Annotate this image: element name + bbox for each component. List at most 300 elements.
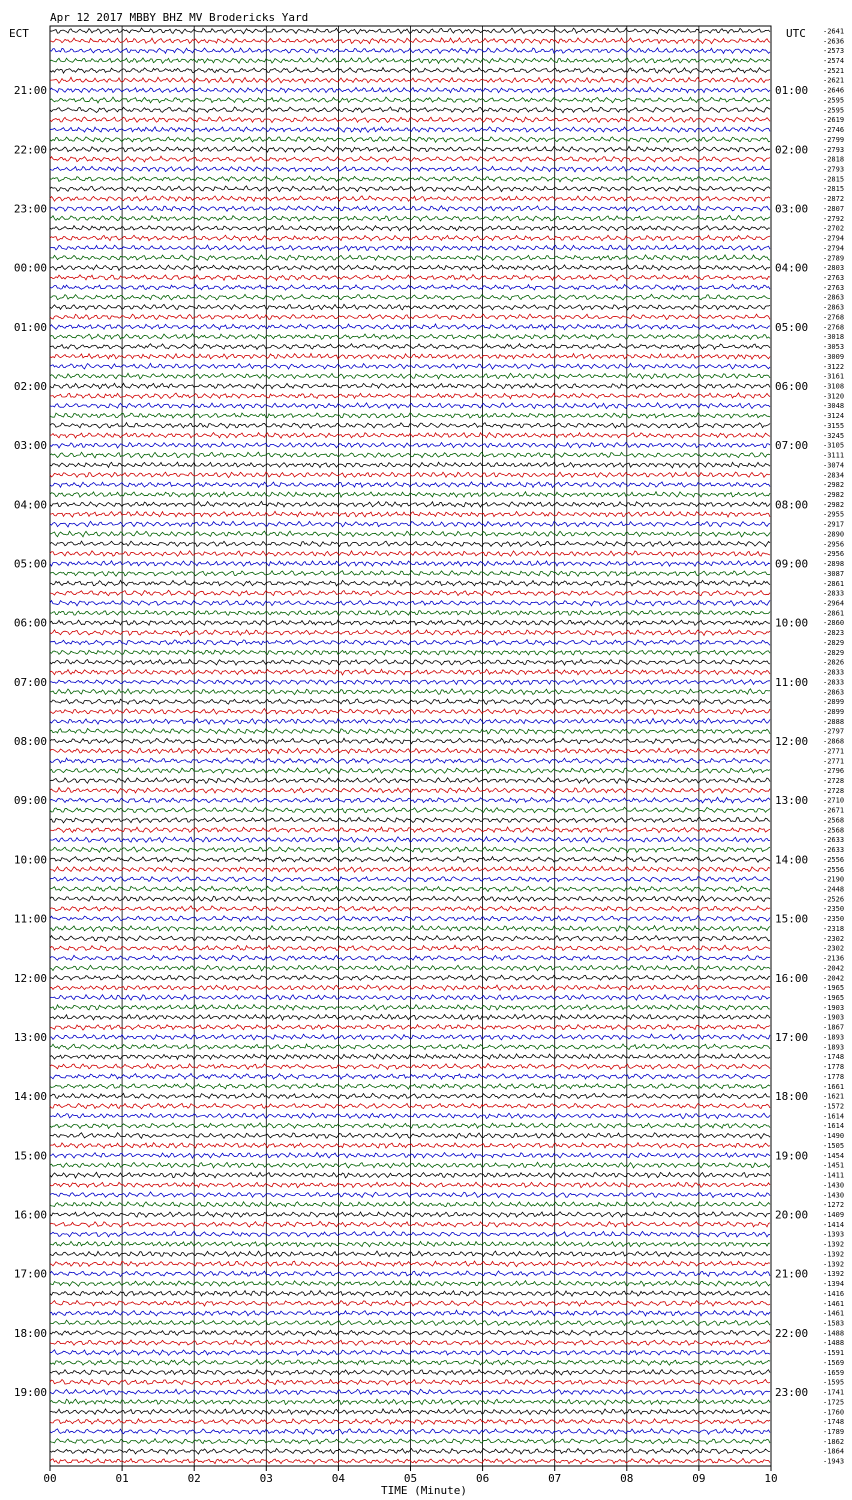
left-hour-label: 13:00 — [13, 1030, 47, 1044]
trace-line — [50, 1014, 770, 1020]
trace-line — [50, 324, 770, 330]
trace-line — [50, 265, 770, 271]
trace-offset-label: -2768 — [823, 323, 845, 332]
trace-line — [50, 748, 770, 754]
trace-line — [50, 344, 770, 350]
trace-line — [50, 1162, 770, 1168]
trace-line — [50, 482, 770, 488]
trace-offset-label: -2633 — [823, 846, 845, 855]
trace-offset-label: -1583 — [823, 1319, 845, 1328]
trace-line — [50, 304, 770, 310]
trace-line — [50, 186, 770, 192]
trace-offset-label: -2302 — [823, 934, 845, 943]
trace-line — [50, 541, 770, 546]
right-hour-label: 11:00 — [775, 675, 809, 689]
trace-offset-label: -1430 — [823, 1181, 845, 1190]
trace-line — [50, 245, 770, 251]
trace-line — [50, 1379, 770, 1385]
trace-line — [50, 1261, 770, 1267]
trace-line — [50, 472, 770, 478]
trace-line — [50, 807, 770, 813]
trace-offset-label: -1659 — [823, 1368, 845, 1377]
trace-offset-label: -1862 — [823, 1437, 845, 1446]
trace-line — [50, 906, 770, 912]
trace-offset-label: -2890 — [823, 530, 845, 539]
trace-offset-label: -2863 — [823, 293, 845, 302]
x-tick-label-01: 01 — [115, 1472, 129, 1485]
right-hour-label: 21:00 — [775, 1267, 809, 1281]
trace-offset-label: -1394 — [823, 1280, 845, 1289]
trace-offset-label: -3087 — [823, 569, 845, 578]
trace-offset-label: -2763 — [823, 274, 845, 283]
trace-offset-label: -2190 — [823, 875, 845, 884]
trace-offset-label: -1411 — [823, 1171, 845, 1180]
trace-line — [50, 1399, 770, 1405]
trace-line — [50, 650, 770, 655]
trace-line — [50, 1281, 770, 1287]
trace-line — [50, 275, 770, 281]
trace-line — [50, 1429, 770, 1435]
trace-offset-label: -1409 — [823, 1210, 845, 1219]
trace-offset-label: -2982 — [823, 490, 845, 499]
left-hour-label: 07:00 — [13, 675, 47, 689]
trace-offset-label: -3018 — [823, 333, 845, 342]
trace-offset-label: -3105 — [823, 441, 845, 450]
trace-offset-label: -2573 — [823, 47, 845, 56]
trace-offset-label: -3048 — [823, 402, 845, 411]
trace-line — [50, 926, 770, 932]
trace-line — [50, 373, 770, 379]
left-hour-label: 01:00 — [13, 320, 47, 334]
trace-offset-label: -3155 — [823, 421, 845, 430]
trace-offset-label: -1903 — [823, 1013, 845, 1022]
trace-offset-label: -2646 — [823, 86, 845, 95]
trace-offset-label: -1778 — [823, 1072, 845, 1081]
trace-offset-label: -2792 — [823, 214, 845, 223]
trace-line — [50, 1438, 770, 1444]
trace-offset-label: -2964 — [823, 599, 845, 608]
trace-offset-label: -1392 — [823, 1270, 845, 1279]
right-hour-label: 15:00 — [775, 912, 809, 926]
x-tick-label-08: 08 — [620, 1472, 634, 1485]
trace-line — [50, 1409, 770, 1415]
right-hour-label: 17:00 — [775, 1030, 809, 1044]
trace-line — [50, 58, 770, 64]
left-hour-label: 22:00 — [13, 143, 47, 157]
trace-offset-label: -1454 — [823, 1151, 845, 1160]
right-hour-label: 03:00 — [775, 202, 809, 216]
trace-line — [50, 1192, 770, 1198]
right-hour-label: 12:00 — [775, 735, 809, 749]
trace-offset-label: -1965 — [823, 984, 845, 993]
trace-line — [50, 827, 770, 833]
trace-offset-label: -2621 — [823, 76, 845, 85]
trace-line — [50, 590, 770, 596]
trace-offset-label: -2763 — [823, 283, 845, 292]
trace-offset-labels — [823, 27, 844, 1465]
left-hour-label: 10:00 — [13, 853, 47, 867]
trace-offset-label: -2829 — [823, 648, 845, 657]
right-hour-label: 02:00 — [775, 143, 809, 157]
trace-offset-label: -1741 — [823, 1388, 845, 1397]
trace-offset-label: -1591 — [823, 1349, 845, 1358]
trace-line — [50, 1340, 770, 1345]
trace-line — [50, 492, 770, 498]
trace-offset-label: -1505 — [823, 1141, 845, 1150]
trace-line — [50, 1320, 770, 1325]
right-hour-label: 04:00 — [775, 261, 809, 275]
left-hour-label: 12:00 — [13, 971, 47, 985]
trace-offset-label: -2955 — [823, 510, 845, 519]
trace-line — [50, 1133, 770, 1139]
trace-line — [50, 1419, 770, 1425]
trace-line — [50, 226, 770, 231]
trace-offset-label: -2793 — [823, 145, 845, 154]
trace-line — [50, 166, 770, 172]
trace-offset-label: -1392 — [823, 1260, 845, 1269]
trace-line — [50, 462, 770, 468]
trace-offset-label: -1414 — [823, 1220, 845, 1229]
right-hour-label: 05:00 — [775, 320, 809, 334]
trace-line — [50, 176, 770, 182]
trace-offset-label: -2982 — [823, 500, 845, 509]
trace-offset-label: -2863 — [823, 303, 845, 312]
trace-line — [50, 68, 770, 74]
left-hour-label: 11:00 — [13, 912, 47, 926]
right-hour-label: 07:00 — [775, 439, 809, 453]
trace-offset-label: -2794 — [823, 244, 845, 253]
trace-offset-label: -3111 — [823, 451, 845, 460]
trace-line — [50, 965, 770, 971]
trace-line — [50, 156, 770, 162]
trace-line — [50, 580, 770, 586]
trace-offset-label: -2815 — [823, 185, 845, 194]
trace-offset-label: -2768 — [823, 313, 845, 322]
trace-line — [50, 117, 770, 123]
trace-line — [50, 314, 770, 319]
trace-offset-label: -2956 — [823, 550, 845, 559]
left-hour-label: 02:00 — [13, 380, 47, 393]
trace-line — [50, 363, 770, 369]
trace-offset-label: -1393 — [823, 1230, 845, 1239]
trace-line — [50, 699, 770, 705]
trace-line — [50, 975, 770, 981]
minute-gridlines — [122, 26, 699, 1466]
trace-offset-label: -1621 — [823, 1092, 845, 1101]
trace-line — [50, 1359, 770, 1365]
trace-offset-label: -2710 — [823, 796, 845, 805]
trace-line — [50, 403, 770, 409]
trace-line — [50, 1034, 770, 1040]
trace-line — [50, 787, 770, 793]
trace-line — [50, 718, 770, 724]
trace-offset-label: -3108 — [823, 382, 845, 391]
trace-offset-label: -2595 — [823, 96, 845, 105]
left-hour-label: 08:00 — [13, 735, 47, 749]
trace-offset-label: -3122 — [823, 362, 845, 371]
trace-offset-label: -3120 — [823, 392, 845, 401]
trace-offset-label: -2898 — [823, 560, 845, 569]
trace-line — [50, 600, 770, 606]
trace-offset-label: -1725 — [823, 1398, 845, 1407]
trace-line — [50, 393, 770, 399]
x-tick-label-04: 04 — [331, 1472, 346, 1485]
trace-offset-label: -1760 — [823, 1408, 845, 1417]
trace-offset-label: -2888 — [823, 717, 845, 726]
trace-offset-label: -1569 — [823, 1358, 845, 1367]
trace-offset-label: -1430 — [823, 1191, 845, 1200]
trace-line — [50, 916, 770, 922]
trace-line — [50, 48, 770, 54]
trace-offset-label: -2526 — [823, 895, 845, 904]
trace-offset-label: -2833 — [823, 589, 845, 598]
trace-offset-label: -2771 — [823, 747, 845, 756]
trace-line — [50, 423, 770, 429]
trace-offset-label: -2861 — [823, 579, 845, 588]
trace-offset-label: -1614 — [823, 1112, 845, 1121]
trace-group — [50, 28, 770, 1464]
trace-offset-label: -2860 — [823, 619, 845, 628]
trace-offset-label: -2556 — [823, 855, 845, 864]
trace-line — [50, 758, 770, 764]
trace-offset-label: -1392 — [823, 1240, 845, 1249]
trace-offset-label: -1451 — [823, 1161, 845, 1170]
trace-line — [50, 857, 770, 863]
left-hour-label: 14:00 — [13, 1090, 47, 1104]
left-axis-label: ECT — [9, 27, 29, 40]
trace-offset-label: -1893 — [823, 1043, 845, 1052]
left-hour-label: 00:00 — [13, 261, 47, 275]
trace-line — [50, 659, 770, 665]
trace-line — [50, 1310, 770, 1316]
left-hour-label: 03:00 — [13, 439, 47, 453]
trace-line — [50, 511, 770, 517]
left-hour-label: 04:00 — [13, 498, 47, 512]
trace-line — [50, 1350, 770, 1355]
trace-offset-label: -2619 — [823, 116, 845, 125]
trace-offset-label: -2823 — [823, 629, 845, 638]
trace-offset-label: -2302 — [823, 944, 845, 953]
trace-line — [50, 896, 770, 902]
right-hour-label: 23:00 — [775, 1386, 809, 1400]
trace-offset-label: -3245 — [823, 431, 845, 440]
trace-line — [50, 1241, 770, 1246]
trace-line — [50, 847, 770, 853]
trace-offset-label: -3053 — [823, 343, 845, 352]
trace-line — [50, 452, 770, 458]
trace-offset-label: -2982 — [823, 481, 845, 490]
trace-offset-label: -2042 — [823, 964, 845, 973]
trace-offset-label: -2633 — [823, 836, 845, 845]
trace-offset-label: -1789 — [823, 1427, 845, 1436]
trace-offset-label: -2350 — [823, 905, 845, 914]
trace-line — [50, 1449, 770, 1455]
trace-offset-label: -2448 — [823, 885, 845, 894]
trace-line — [50, 1073, 770, 1079]
trace-offset-label: -1572 — [823, 1102, 845, 1111]
trace-offset-label: -1461 — [823, 1309, 845, 1318]
trace-offset-label: -2872 — [823, 195, 845, 204]
trace-line — [50, 955, 770, 961]
trace-line — [50, 1212, 770, 1217]
trace-line — [50, 886, 770, 892]
trace-line — [50, 768, 770, 774]
trace-offset-label: -2797 — [823, 727, 845, 736]
trace-offset-label: -1488 — [823, 1329, 845, 1338]
trace-offset-label: -2556 — [823, 865, 845, 874]
right-hour-label: 08:00 — [775, 498, 809, 512]
trace-offset-label: -2833 — [823, 668, 845, 677]
trace-offset-label: -2799 — [823, 135, 845, 144]
left-hour-label: 21:00 — [13, 84, 47, 98]
trace-line — [50, 1290, 770, 1296]
trace-offset-label: -2641 — [823, 27, 845, 36]
trace-offset-label: -1748 — [823, 1053, 845, 1062]
trace-line — [50, 680, 770, 685]
trace-line — [50, 1330, 770, 1336]
left-hour-label: 06:00 — [13, 616, 47, 630]
trace-line — [50, 1005, 770, 1011]
trace-line — [50, 1231, 770, 1237]
trace-offset-label: -1903 — [823, 1003, 845, 1012]
trace-offset-label: -2702 — [823, 224, 845, 233]
trace-line — [50, 1143, 770, 1149]
trace-offset-label: -2861 — [823, 609, 845, 618]
trace-line — [50, 531, 770, 537]
right-hour-label: 01:00 — [775, 84, 809, 98]
trace-line — [50, 1093, 770, 1098]
right-hour-label: 06:00 — [775, 380, 809, 393]
trace-offset-label: -1614 — [823, 1122, 845, 1131]
trace-offset-label: -2868 — [823, 737, 845, 746]
trace-line — [50, 28, 770, 34]
trace-offset-label: -1392 — [823, 1250, 845, 1259]
trace-line — [50, 571, 770, 577]
trace-offset-label: -2899 — [823, 698, 845, 707]
trace-offset-label: -1867 — [823, 1023, 845, 1032]
x-tick-label-02: 02 — [187, 1472, 201, 1485]
trace-line — [50, 551, 770, 556]
trace-offset-label: -2350 — [823, 915, 845, 924]
trace-offset-label: -2521 — [823, 66, 845, 75]
right-hour-label: 22:00 — [775, 1326, 809, 1340]
trace-offset-label: -2834 — [823, 471, 845, 480]
trace-line — [50, 837, 770, 843]
trace-line — [50, 107, 770, 113]
trace-offset-label: -1272 — [823, 1201, 845, 1210]
right-hour-label: 09:00 — [775, 557, 809, 571]
trace-line — [50, 87, 770, 92]
trace-line — [50, 38, 770, 44]
trace-line — [50, 146, 770, 152]
trace-line — [50, 206, 770, 212]
trace-offset-label: -1893 — [823, 1033, 845, 1042]
trace-line — [50, 1389, 770, 1395]
trace-offset-label: -2829 — [823, 638, 845, 647]
right-hour-label: 14:00 — [775, 853, 809, 867]
trace-line — [50, 640, 770, 646]
trace-line — [50, 521, 770, 527]
left-hour-label: 18:00 — [13, 1326, 47, 1340]
left-hour-label: 19:00 — [13, 1386, 47, 1400]
trace-offset-label: -2595 — [823, 106, 845, 115]
trace-line — [50, 1172, 770, 1178]
trace-line — [50, 255, 770, 261]
trace-offset-label: -3009 — [823, 352, 845, 361]
trace-offset-label: -2803 — [823, 264, 845, 273]
trace-line — [50, 1221, 770, 1227]
trace-offset-label: -1595 — [823, 1378, 845, 1387]
trace-line — [50, 611, 770, 616]
trace-line — [50, 215, 770, 221]
trace-line — [50, 561, 770, 566]
trace-offset-label: -2796 — [823, 767, 845, 776]
trace-line — [50, 1103, 770, 1109]
trace-line — [50, 1113, 770, 1119]
trace-line — [50, 433, 770, 439]
trace-offset-label: -2807 — [823, 204, 845, 213]
left-hour-label: 05:00 — [13, 557, 47, 571]
trace-line — [50, 1153, 770, 1159]
right-hour-label: 18:00 — [775, 1090, 809, 1104]
trace-offset-label: -1864 — [823, 1447, 845, 1456]
trace-offset-label: -1416 — [823, 1289, 845, 1298]
trace-offset-label: -2793 — [823, 165, 845, 174]
trace-line — [50, 137, 770, 142]
x-tick-label-03: 03 — [259, 1472, 273, 1485]
trace-line — [50, 383, 770, 388]
trace-offset-label: -2833 — [823, 678, 845, 687]
trace-line — [50, 196, 770, 201]
left-hour-label: 17:00 — [13, 1267, 47, 1281]
right-hour-label: 20:00 — [775, 1208, 809, 1222]
trace-offset-label: -3124 — [823, 412, 845, 421]
trace-offset-label: -2746 — [823, 126, 845, 135]
x-tick-label-09: 09 — [692, 1472, 706, 1485]
trace-offset-label: -1943 — [823, 1457, 845, 1466]
trace-line — [50, 817, 770, 823]
x-axis-ticks — [43, 1466, 777, 1485]
x-tick-label-06: 06 — [475, 1472, 490, 1485]
trace-line — [50, 1024, 770, 1030]
trace-line — [50, 709, 770, 715]
trace-line — [50, 127, 770, 132]
trace-line — [50, 877, 770, 882]
trace-line — [50, 1064, 770, 1070]
trace-line — [50, 985, 770, 991]
left-hour-label: 23:00 — [13, 202, 47, 216]
trace-offset-label: -2568 — [823, 816, 845, 825]
trace-line — [50, 1251, 770, 1257]
trace-line — [50, 1202, 770, 1207]
trace-offset-label: -1461 — [823, 1299, 845, 1308]
trace-offset-label: -1488 — [823, 1339, 845, 1348]
trace-offset-label: -3074 — [823, 461, 845, 470]
trace-line — [50, 797, 770, 803]
trace-offset-label: -2136 — [823, 954, 845, 963]
trace-line — [50, 354, 770, 360]
trace-offset-label: -2794 — [823, 234, 845, 243]
trace-offset-label: -2917 — [823, 520, 845, 529]
x-axis-title: TIME (Minute) — [380, 1484, 468, 1497]
trace-line — [50, 995, 770, 1001]
trace-offset-label: -2789 — [823, 254, 845, 263]
x-tick-label-07: 07 — [548, 1472, 562, 1485]
trace-line — [50, 945, 770, 951]
trace-offset-label: -1778 — [823, 1063, 845, 1072]
trace-offset-label: -2771 — [823, 757, 845, 766]
right-axis-label: UTC — [786, 27, 806, 40]
